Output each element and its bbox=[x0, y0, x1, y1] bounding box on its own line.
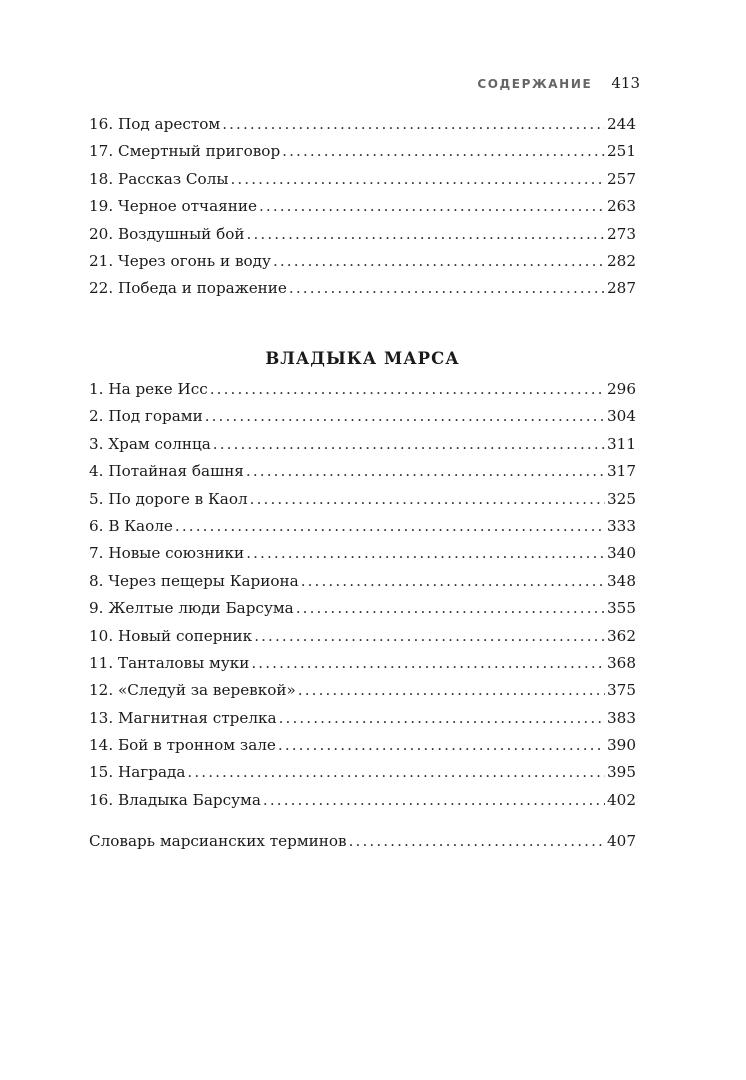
toc-entry bbox=[89, 166, 636, 193]
toc-entry bbox=[89, 221, 636, 248]
toc-entry-page: 257 bbox=[607, 169, 636, 188]
running-header bbox=[460, 73, 640, 92]
toc-entry-title: 1. На реке Исс bbox=[89, 380, 208, 398]
toc-entry-page: 362 bbox=[607, 626, 636, 645]
toc-entry-page: 282 bbox=[607, 251, 636, 270]
page-number: 413 bbox=[611, 74, 640, 92]
toc-entry-page: 368 bbox=[607, 653, 636, 672]
toc-list-section bbox=[89, 376, 636, 814]
toc-entry bbox=[89, 513, 636, 540]
toc-entry-page: 383 bbox=[607, 708, 636, 727]
toc-entry-title: 11. Танталовы муки bbox=[89, 653, 250, 672]
toc-leader-dots bbox=[251, 650, 605, 677]
toc-leader-dots bbox=[247, 221, 605, 248]
toc-entry-page: 244 bbox=[607, 115, 636, 133]
toc-entry-page: 375 bbox=[607, 681, 636, 700]
toc-leader-dots bbox=[289, 275, 605, 302]
toc-entry-page: 251 bbox=[607, 142, 636, 161]
toc-leader-dots bbox=[349, 828, 605, 855]
toc-entry-title: 7. Новые союзники bbox=[89, 544, 245, 563]
toc-leader-dots bbox=[296, 595, 605, 622]
toc-leader-dots bbox=[279, 705, 605, 732]
toc-entry-page: 263 bbox=[607, 197, 636, 216]
toc-entry-page: 407 bbox=[607, 832, 636, 850]
toc-list-continued bbox=[89, 111, 636, 303]
toc-leader-dots bbox=[250, 486, 605, 513]
toc-entry-title: 17. Смертный приговор bbox=[89, 142, 281, 161]
toc-entry-title: 22. Победа и поражение bbox=[89, 279, 287, 298]
toc-entry-title: 14. Бой в тронном зале bbox=[89, 736, 276, 755]
toc-leader-dots bbox=[213, 431, 605, 458]
toc-entry bbox=[89, 193, 636, 220]
toc-entry bbox=[89, 248, 636, 275]
toc-leader-dots bbox=[282, 138, 605, 165]
toc-entry-page: 355 bbox=[607, 599, 636, 618]
toc-entry bbox=[89, 458, 636, 485]
toc-entry-title: 15. Награда bbox=[89, 763, 186, 782]
toc-entry-title: 20. Воздушный бой bbox=[89, 224, 245, 243]
toc-entry-page: 317 bbox=[607, 462, 636, 481]
toc-entry-title: 3. Храм солнца bbox=[89, 434, 211, 453]
toc-entry bbox=[89, 650, 636, 677]
toc-entry-page: 311 bbox=[607, 434, 636, 453]
toc-entry-title: 16. Под арестом bbox=[89, 115, 221, 133]
toc-entry bbox=[89, 540, 636, 567]
toc-leader-dots bbox=[254, 623, 605, 650]
toc-entry bbox=[89, 138, 636, 165]
toc-entry-page: 333 bbox=[607, 516, 636, 535]
toc-leader-dots bbox=[187, 759, 605, 786]
toc-entry bbox=[89, 623, 636, 650]
toc-entry bbox=[89, 677, 636, 704]
toc-entry-title: 8. Через пещеры Кариона bbox=[89, 571, 299, 590]
toc-entry-title: 9. Желтые люди Барсума bbox=[89, 599, 294, 618]
toc-entry-page: 325 bbox=[607, 489, 636, 508]
toc-entry bbox=[89, 403, 636, 430]
toc-entry-glossary bbox=[89, 828, 636, 855]
toc-leader-dots bbox=[210, 376, 605, 403]
toc-leader-dots bbox=[263, 787, 605, 814]
toc-leader-dots bbox=[259, 193, 605, 220]
toc-entry bbox=[89, 705, 636, 732]
toc-entry-title: 18. Рассказ Солы bbox=[89, 169, 229, 188]
running-title: СОДЕРЖАНИЕ bbox=[477, 77, 593, 91]
toc-entry-page: 395 bbox=[607, 763, 636, 782]
toc-leader-dots bbox=[246, 458, 605, 485]
toc-entry-title: 5. По дороге в Каол bbox=[89, 489, 248, 508]
toc-entry bbox=[89, 568, 636, 595]
toc-entry-title: Словарь марсианских терминов bbox=[89, 832, 347, 850]
toc-entry-page: 348 bbox=[607, 571, 636, 590]
toc-entry bbox=[89, 376, 636, 403]
toc-entry-page: 304 bbox=[607, 407, 636, 426]
toc-entry-page: 273 bbox=[607, 224, 636, 243]
toc-entry-title: 21. Через огонь и воду bbox=[89, 251, 271, 270]
toc-entry-page: 287 bbox=[607, 279, 636, 298]
toc-entry-title: 19. Черное отчаяние bbox=[89, 197, 257, 216]
toc-entry-title: 10. Новый соперник bbox=[89, 626, 253, 645]
toc-leader-dots bbox=[205, 403, 605, 430]
toc-leader-dots bbox=[273, 248, 605, 275]
toc-glossary bbox=[89, 828, 636, 855]
toc-leader-dots bbox=[230, 166, 605, 193]
toc-entry bbox=[89, 787, 636, 814]
toc-entry bbox=[89, 431, 636, 458]
toc-entry-page: 340 bbox=[607, 544, 636, 563]
section-heading: ВЛАДЫКА МАРСА bbox=[265, 349, 460, 368]
toc-entry-title: 13. Магнитная стрелка bbox=[89, 708, 277, 727]
toc-entry-title: 2. Под горами bbox=[89, 407, 203, 426]
toc-entry-title: 12. «Следуй за веревкой» bbox=[89, 681, 296, 700]
toc-leader-dots bbox=[278, 732, 605, 759]
toc-entry-page: 390 bbox=[607, 736, 636, 755]
toc-entry bbox=[89, 111, 636, 138]
toc-leader-dots bbox=[298, 677, 605, 704]
toc-entry-title: 4. Потайная башня bbox=[89, 462, 244, 481]
toc-entry bbox=[89, 486, 636, 513]
toc-entry bbox=[89, 759, 636, 786]
toc-leader-dots bbox=[222, 111, 605, 138]
toc-entry bbox=[89, 275, 636, 302]
toc-entry-title: 6. В Каоле bbox=[89, 516, 173, 535]
toc-entry bbox=[89, 732, 636, 759]
toc-entry bbox=[89, 595, 636, 622]
toc-entry-title: 16. Владыка Барсума bbox=[89, 790, 261, 809]
toc-leader-dots bbox=[175, 513, 605, 540]
toc-entry-page: 296 bbox=[607, 380, 636, 398]
toc-leader-dots bbox=[246, 540, 605, 567]
toc-leader-dots bbox=[301, 568, 605, 595]
toc-entry-page: 402 bbox=[607, 790, 636, 809]
